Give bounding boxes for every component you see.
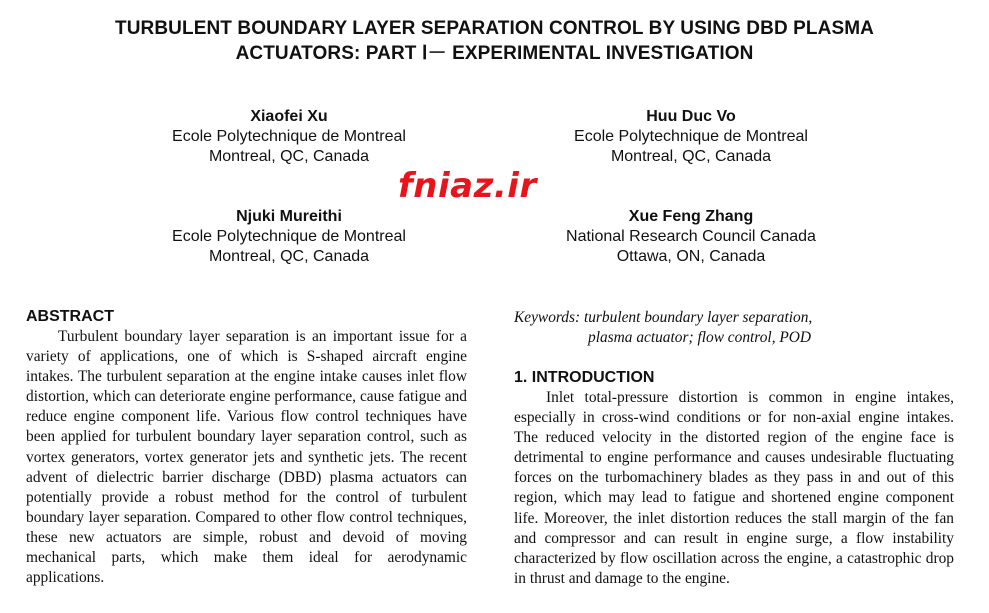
author-name: Huu Duc Vo [646, 108, 736, 125]
author-affiliation: Ecole Polytechnique de Montreal [574, 128, 808, 145]
paper-title [0, 16, 989, 66]
author-block-zhang [491, 207, 891, 267]
author-location: Montreal, QC, Canada [610, 148, 772, 165]
author-location: Montreal, QC, Canada [208, 148, 370, 165]
abstract-text: Turbulent boundary layer separation is an important issue for a variety of applications, one of which is S-shaped aircraft engine intakes. The turbulent separation at the engine intake causes inlet flow distortion, which can deteriorate engine performance, cause fatigue and reduce engine component life. Various flow control techniques have been applied for turbulent boundary layer separation control, such as vortex generators, vortex generator jets and synthetic jets. The recent advent of dielectric barrier discharge (DBD) plasma actuators can potentially provide a robust method for the control of turbulent boundary layer separation. Compared to other flow control techniques, these new actuators are simple, robust and devoid of moving mechanical parts, which make them ideal for aerodynamic applications. [26, 328, 467, 587]
author-location: Montreal, QC, Canada [208, 248, 370, 265]
author-name: Xue Feng Zhang [628, 208, 754, 225]
author-affiliation: National Research Council Canada [566, 228, 816, 245]
author-name: Xiaofei Xu [250, 108, 328, 125]
author-block-xu [89, 107, 489, 167]
keywords-line-1: Keywords: turbulent boundary layer separation, [514, 309, 813, 326]
author-block-vo [491, 107, 891, 167]
author-name: Njuki Mureithi [236, 208, 342, 225]
watermark-logo: fniaz.ir [398, 166, 537, 206]
author-location: Ottawa, ON, Canada [616, 248, 766, 265]
abstract-heading: ABSTRACT [26, 308, 114, 325]
author-block-mureithi [89, 207, 489, 267]
author-affiliation: Ecole Polytechnique de Montreal [172, 128, 406, 145]
title-line-1: TURBULENT BOUNDARY LAYER SEPARATION CONTROL BY USING DBD PLASMA [115, 18, 874, 39]
author-affiliation: Ecole Polytechnique de Montreal [172, 228, 406, 245]
introduction-text: Inlet total-pressure distortion is common in engine intakes, especially in cross-wind conditions or for non-axial engine intakes. The reduced velocity in the distorted region of the engine face is detrimental to engine performance and causes undesirable fluctuating forces on the turbomachinery blades as they pass in and out of this region, which may lead to fatigue and shortened engine component life. Moreover, the inlet distortion reduces the stall margin of the fan and compressor and can result in engine surge, a flow instability characterized by flow oscillation across the engine, a catastrophic drop in thrust and damage to the engine. [514, 389, 954, 587]
introduction-heading: 1. INTRODUCTION [514, 369, 655, 386]
keywords-line-2: plasma actuator; flow control, POD [588, 329, 812, 347]
keywords [514, 308, 954, 348]
title-line-2: ACTUATORS: PART Ⅰ－ EXPERIMENTAL INVESTIGATION [235, 43, 754, 64]
